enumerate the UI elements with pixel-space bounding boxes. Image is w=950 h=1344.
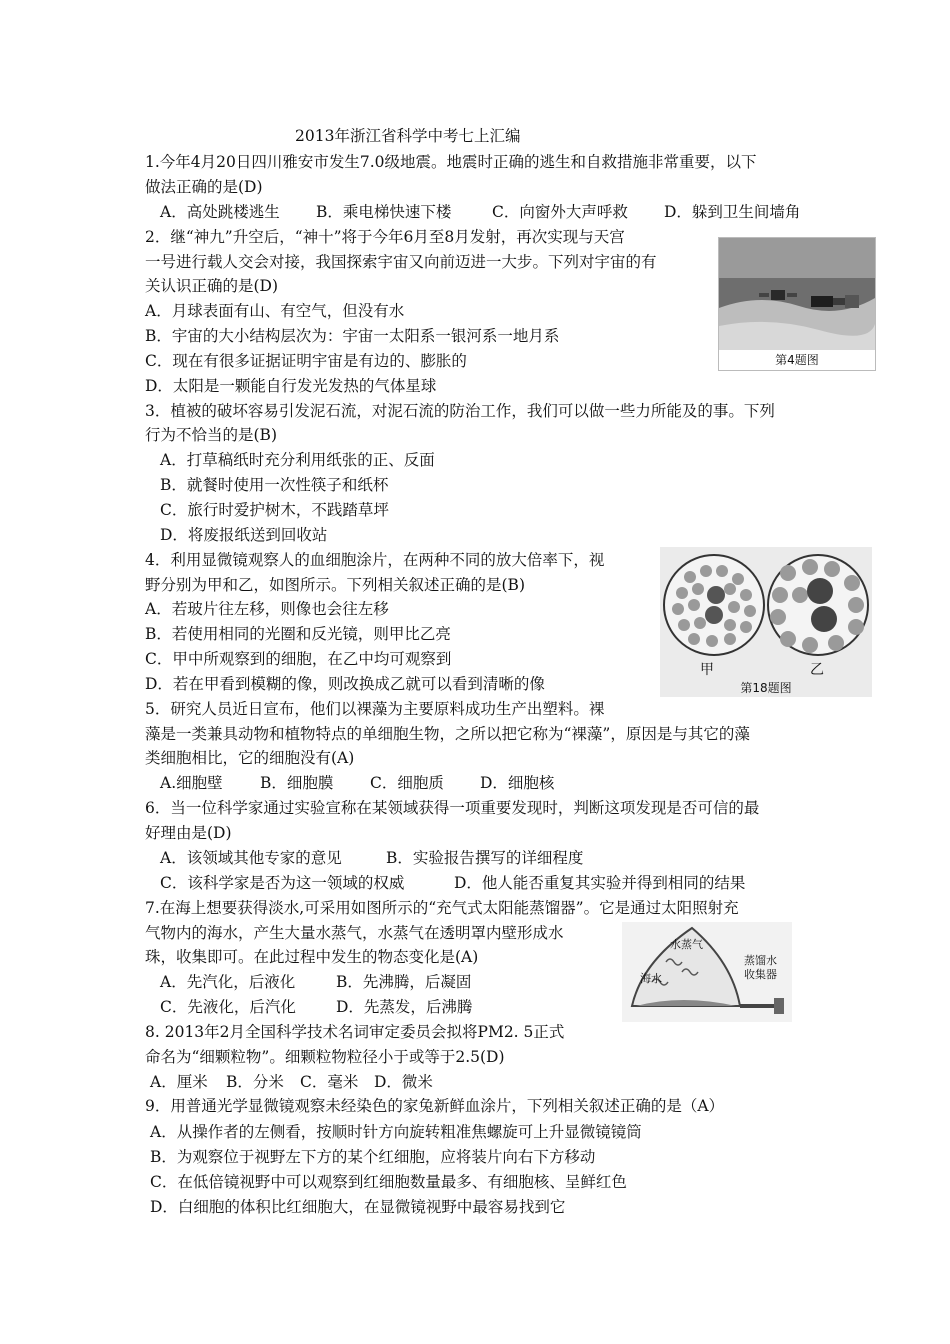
q1-option-a: A．高处跳楼逃生 — [160, 203, 280, 221]
q4-figure-label-right: 乙 — [810, 662, 824, 678]
q5-stem-line1: 5．研究人员近日宣布，他们以裸藻为主要原料成功生产出塑料。裸 — [145, 700, 605, 718]
q5-stem-line2: 藻是一类兼具动物和植物特点的单细胞生物，之所以把它称为“裸藻”，原因是与其它的藻 — [145, 725, 750, 743]
page-title: 2013年浙江省科学中考七上汇编 — [295, 127, 521, 145]
q7-figure-label-vapor: 水蒸气 — [670, 938, 703, 951]
q2-option-c: C．现在有很多证据证明宇宙是有边的、膨胀的 — [145, 352, 467, 370]
q7-option-a: A．先汽化，后液化 — [160, 973, 296, 991]
q9-option-d: D．白细胞的体积比红细胞大，在显微镜视野中最容易找到它 — [150, 1198, 566, 1216]
q4-stem-line2: 野分别为甲和乙，如图所示。下列相关叙述正确的是(B) — [145, 576, 525, 594]
q5-option-a: A.细胞壁 — [160, 774, 223, 792]
q2-stem-line3: 关认识正确的是(D) — [145, 277, 279, 295]
spacecraft-docking-figure — [718, 237, 876, 371]
q8-option-d: D．微米 — [374, 1073, 433, 1091]
q2-stem-line2: 一号进行载人交会对接，我国探索宇宙又向前迈进一大步。下列对宇宙的有 — [145, 253, 657, 271]
q8-stem-line2: 命名为“细颗粒物”。细颗粒物粒径小于或等于2.5(D) — [145, 1048, 505, 1066]
q2-stem-line1: 2．继“神九”升空后，“神十”将于今年6月至8月发射，再次实现与天宫 — [145, 228, 625, 246]
q2-option-b: B．宇宙的大小结构层次为：宇宙一太阳系一银河系一地月系 — [145, 327, 560, 345]
q4-stem-line1: 4．利用显微镜观察人的血细胞涂片，在两种不同的放大倍率下，视 — [145, 551, 605, 569]
q8-option-b: B．分米 — [226, 1073, 284, 1091]
q4-figure-caption: 第18题图 — [740, 681, 792, 695]
q3-stem-line2: 行为不恰当的是(B) — [145, 426, 277, 444]
q8-option-c: C．毫米 — [300, 1073, 359, 1091]
q6-option-d: D．他人能否重复其实验并得到相同的结果 — [454, 874, 746, 892]
q9-option-c: C．在低倍镜视野中可以观察到红细胞数量最多、有细胞核、呈鲜红色 — [150, 1173, 627, 1191]
q3-option-d: D．将废报纸送到回收站 — [160, 526, 328, 544]
q6-stem-line1: 6．当一位科学家通过实验宣称在某领域获得一项重要发现时，判断这项发现是否可信的最 — [145, 799, 760, 817]
q7-option-d: D．先蒸发，后沸腾 — [336, 998, 473, 1016]
q7-stem-line1: 7.在海上想要获得淡水,可采用如图所示的“充气式太阳能蒸馏器”。它是通过太阳照射充 — [145, 899, 739, 917]
q7-stem-line3: 珠，收集即可。在此过程中发生的物态变化是(A) — [145, 948, 479, 966]
q9-option-b: B．为观察位于视野左下方的某个红细胞，应将装片向右下方移动 — [150, 1148, 596, 1166]
q5-option-b: B．细胞膜 — [260, 774, 334, 792]
q5-stem-line3: 类细胞相比，它的细胞没有(A) — [145, 749, 355, 767]
microscope-fields-figure — [660, 547, 872, 697]
q6-option-b: B．实验报告撰写的详细程度 — [386, 849, 584, 867]
q3-option-b: B．就餐时使用一次性筷子和纸杯 — [160, 476, 389, 494]
q4-option-d: D．若在甲看到模糊的像，则改换成乙就可以看到清晰的像 — [145, 675, 545, 693]
q4-option-c: C．甲中所观察到的细胞，在乙中均可观察到 — [145, 650, 452, 668]
blood-cell-fields — [660, 547, 872, 697]
q8-options — [150, 1070, 433, 1094]
q7-option-b: B．先沸腾，后凝固 — [336, 973, 472, 991]
q7-figure-label-seawater: 海水 — [640, 972, 662, 985]
q2-option-a: A．月球表面有山、有空气，但没有水 — [145, 302, 405, 320]
q2-option-d: D．太阳是一颗能自行发光发热的气体星球 — [145, 377, 437, 395]
q7-stem-line2: 气物内的海水，产生大量水蒸气，水蒸气在透明罩内壁形成水 — [145, 924, 564, 942]
q5-options — [160, 771, 554, 795]
q7-options-row1 — [160, 970, 471, 994]
q4-figure-label-left: 甲 — [700, 662, 714, 678]
q1-option-b: B．乘电梯快速下楼 — [316, 203, 452, 221]
q1-options — [160, 200, 800, 224]
q5-option-d: D．细胞核 — [480, 774, 555, 792]
q7-option-c: C．先液化，后汽化 — [160, 998, 296, 1016]
q6-option-c: C．该科学家是否为这一领域的权威 — [160, 874, 405, 892]
q7-figure-label-collector-1: 蒸馏水 — [744, 954, 777, 967]
q5-option-c: C．细胞质 — [370, 774, 444, 792]
q4-option-a: A．若玻片往左移，则像也会往左移 — [145, 600, 389, 618]
q3-option-c: C．旅行时爱护树木，不践踏草坪 — [160, 501, 389, 519]
q8-stem-line1: 8. 2013年2月全国科学技术名词审定委员会拟将PM2. 5正式 — [145, 1023, 565, 1041]
q1-option-d: D．躲到卫生间墙角 — [664, 203, 801, 221]
q8-option-a: A．厘米 — [150, 1073, 208, 1091]
q2-figure-caption: 第4题图 — [775, 353, 819, 367]
q9-stem-line1: 9．用普通光学显微镜观察未经染色的家兔新鲜血涂片，下列相关叙述正确的是（A） — [145, 1097, 725, 1115]
q1-stem-line2: 做法正确的是(D) — [145, 178, 263, 196]
q3-option-a: A．打草稿纸时充分利用纸张的正、反面 — [160, 451, 435, 469]
solar-still-figure — [622, 922, 792, 1022]
q6-options-row2 — [160, 871, 745, 895]
q7-figure-label-collector-2: 收集器 — [744, 968, 777, 981]
q4-option-b: B．若使用相同的光圈和反光镜，则甲比乙亮 — [145, 625, 451, 643]
q9-option-a: A．从操作者的左侧看，按顺时针方向旋转粗准焦螺旋可上升显微镜镜筒 — [150, 1123, 642, 1141]
q1-stem-line1: 1.今年4月20日四川雅安市发生7.0级地震。地震时正确的逃生和自救措施非常重要，以下 — [145, 153, 757, 171]
q3-stem-line1: 3．植被的破坏容易引发泥石流，对泥石流的防治工作，我们可以做一些力所能及的事。下列 — [145, 402, 775, 420]
q7-options-row2 — [160, 995, 472, 1019]
q6-option-a: A．该领域其他专家的意见 — [160, 849, 342, 867]
q1-option-c: C．向窗外大声呼救 — [492, 203, 628, 221]
q6-stem-line2: 好理由是(D) — [145, 824, 232, 842]
q6-options-row1 — [160, 846, 583, 870]
